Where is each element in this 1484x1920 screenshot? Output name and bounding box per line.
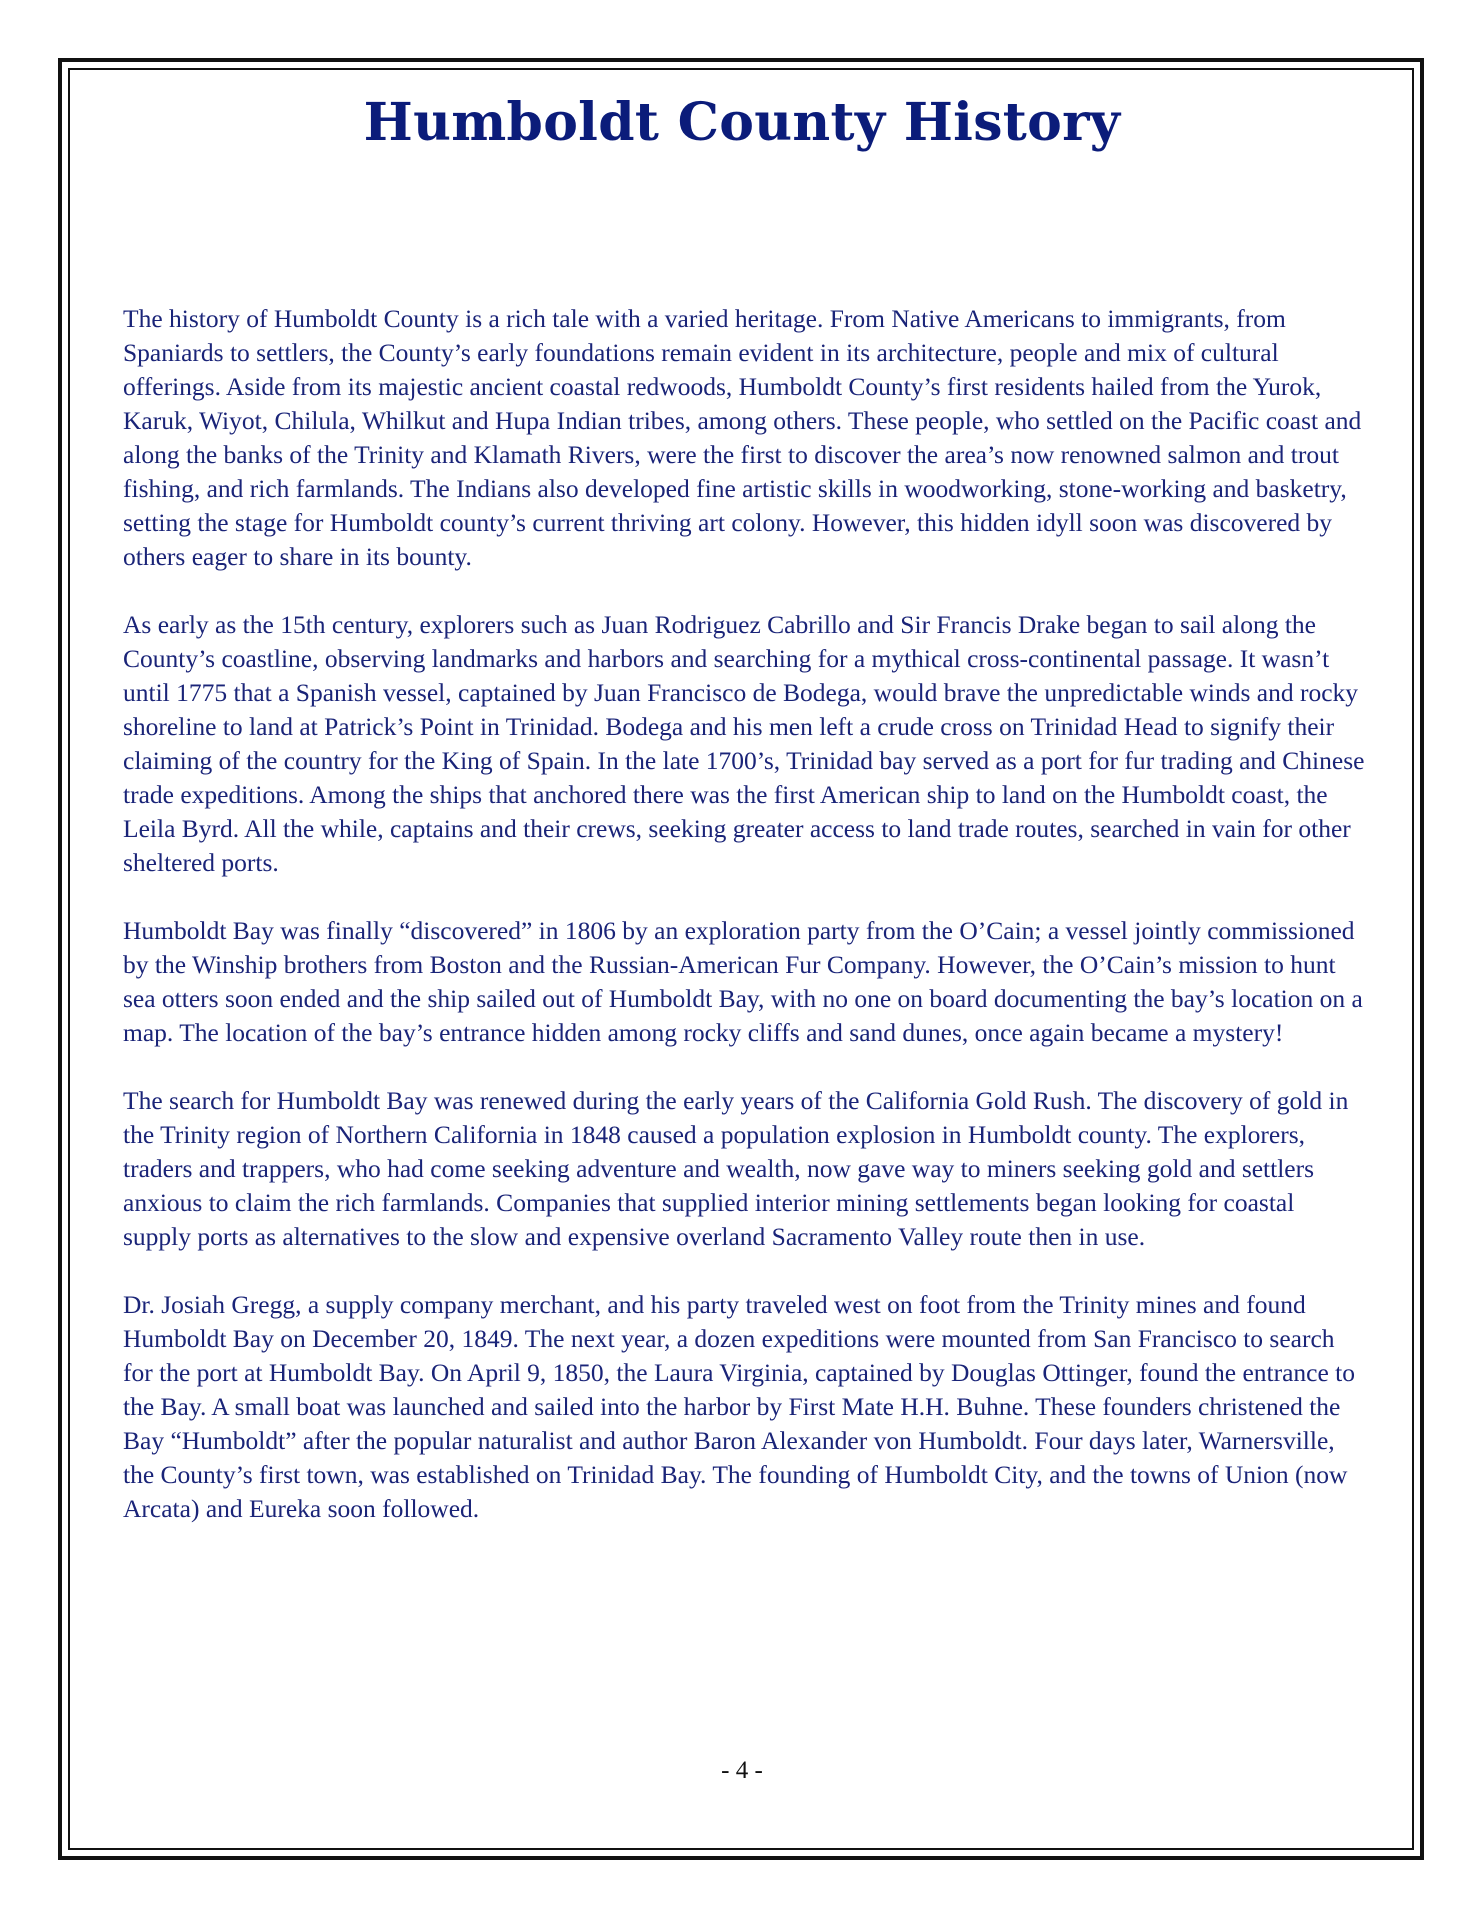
paragraph-bay-discovered: Humboldt Bay was finally “discovered” in 1806 by an exploration party from the O’Cain; a vessel jointly commissioned by the Winship brothers from Boston and the Russian-American Fur Company. However, the O’Cain’s mission to hunt sea otters soon ended and the ship sailed out of Humboldt Bay, with no one on board documenting the bay’s location on a map. The location of the bay’s entrance hidden among rocky cliffs and sand dunes, once again became a mystery! [123, 916, 1363, 1047]
page-number: - 4 - [721, 1757, 763, 1784]
paragraph-founding: Dr. Josiah Gregg, a supply company merchant, and his party traveled west on foot from the Trinity mines and found Humboldt Bay on December 20, 1849. The next year, a dozen expeditions were mounted from San Francisco to search for the port at Humboldt Bay. On April 9, 1850, the Laura Virginia, captained by Douglas Ottinger, found the entrance to the Bay. A small boat was launched and sailed into the harbor by First Mate H.H. Buhne. These founders christened the Bay “Humboldt” after the popular naturalist and author Baron Alexander von Humboldt. Four days later, Warnersville, the County’s first town, was established on Trinidad Bay. The founding of Humboldt City, and the towns of Union (now Arcata) and Eureka soon followed. [123, 1290, 1356, 1523]
paragraph-early-explorers: As early as the 15th century, explorers such as Juan Rodriguez Cabrillo and Sir Francis Drake began to sail along the County’s coastline, observing landmarks and harbors and searching for a mythical cross-continental passage. It wasn’t until 1775 that a Spanish vessel, captained by Juan Francisco de Bodega, would brave the unpredictable winds and rocky shoreline to land at Patrick’s Point in Trinidad. Bodega and his men left a crude cross on Trinidad Head to signify their claiming of the country for the King of Spain. In the late 1700’s, Trinidad bay served as a port for fur trading and Chinese trade expeditions. Among the ships that anchored there was the first American ship to land on the Humboldt coast, the Leila Byrd. All the while, captains and their crews, seeking greater access to land trade routes, searched in vain for other sheltered ports. [123, 610, 1365, 877]
paragraph-gold-rush: The search for Humboldt Bay was renewed during the early years of the California Gold Rush. The discovery of gold in the Trinity region of Northern California in 1848 caused a population explosion in Humboldt county. The explorers, traders and trappers, who had come seeking adventure and wealth, now gave way to miners seeking gold and settlers anxious to claim the rich farmlands. Companies that supplied interior mining settlements began looking for coastal supply ports as alternatives to the slow and expensive overland Sacramento Valley route then in use. [123, 1086, 1349, 1251]
paragraph-native-heritage: The history of Humboldt County is a rich tale with a varied heritage. From Native Americans to immigrants, from Spaniards to settlers, the County’s early foundations remain evident in its architecture, people and mix of cultural offerings. Aside from its majestic ancient coastal redwoods, Humboldt County’s first residents hailed from the Yurok, Karuk, Wiyot, Chilula, Whilkut and Hupa Indian tribes, among others. These people, who settled on the Pacific coast and along the banks of the Trinity and Klamath Rivers, were the first to discover the area’s now renowned salmon and trout fishing, and rich farmlands. The Indians also developed fine artistic skills in woodworking, stone-working and basketry, setting the stage for Humboldt county’s current thriving art colony. However, this hidden idyll soon was discovered by others eager to share in its bounty. [123, 304, 1362, 571]
page-title: Humboldt County History [363, 92, 1121, 153]
article-body [123, 302, 1368, 1560]
